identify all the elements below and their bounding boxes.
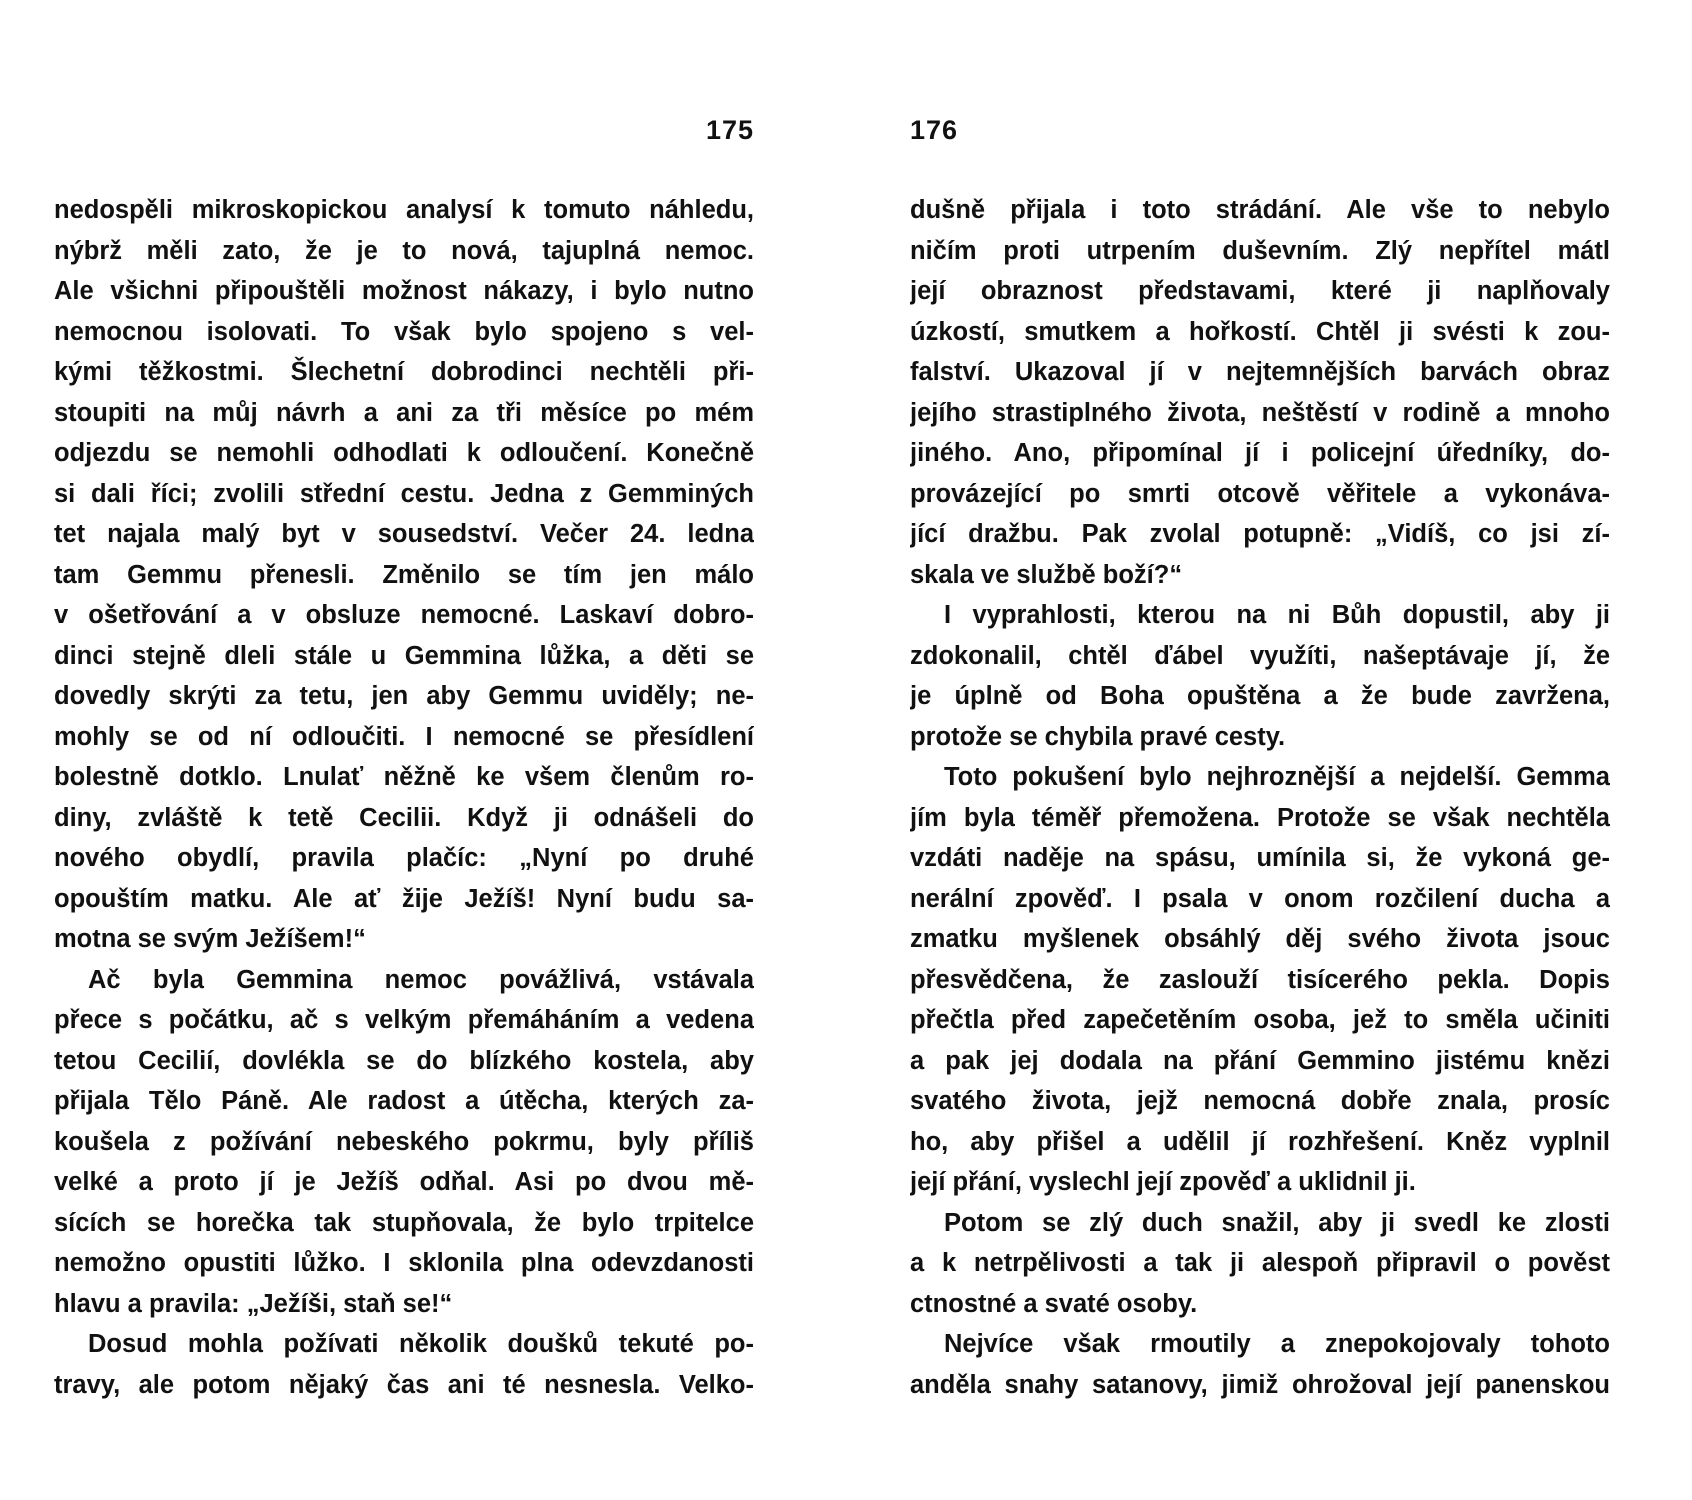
text-line: anděla snahy satanovy, jimiž ohrožoval její panenskou: [910, 1370, 1610, 1399]
text-line: Nejvíce však rmoutily a znepokojovaly tohoto: [944, 1330, 1610, 1358]
text-line: Toto pokušení bylo nejhroznější a nejdelší. Gemma: [944, 763, 1610, 791]
text-line: jejího strastiplného života, neštěstí v rodině a mnoho: [910, 398, 1610, 427]
text-line: diny, zvláště k tetě Cecilii. Když ji odnášeli do: [54, 803, 754, 832]
text-line: Ač byla Gemmina nemoc povážlivá, vstávala: [88, 965, 754, 994]
text-line: opouštím matku. Ale ať žije Ježíš! Nyní budu sa-: [54, 884, 754, 913]
text-line: přece s počátku, ač s velkým přemáháním a vedena: [54, 1006, 754, 1034]
page-number: 175: [705, 115, 754, 145]
text-line: mohly se od ní odloučiti. I nemocné se přesídlení: [54, 722, 754, 751]
text-line: tam Gemmu přenesli. Změnilo se tím jen málo: [54, 560, 754, 589]
text-line: velké a proto jí je Ježíš odňal. Asi po dvou mě-: [54, 1168, 754, 1196]
text-line: travy, ale potom nějaký čas ani té nesnesla. Velko-: [54, 1370, 754, 1399]
text-line: Ale všichni připouštěli možnost nákazy, i bylo nutno: [54, 277, 754, 305]
text-line: dinci stejně dleli stále u Gemmina lůžka, a děti se: [54, 641, 754, 670]
text-line: stoupiti na můj návrh a ani za tři měsíce po mém: [54, 398, 754, 427]
text-line: přečtla před zapečetěním osoba, jež to směla učiniti: [910, 1006, 1610, 1034]
text-line: kými těžkostmi. Šlechetní dobrodinci nechtěli při-: [54, 358, 754, 386]
text-line: I vyprahlosti, kterou na ni Bůh dopustil, aby ji: [944, 601, 1610, 629]
text-line: falství. Ukazoval jí v nejtemnějších barvách obraz: [910, 358, 1610, 386]
text-line: hlavu a pravila: „Ježíši, staň se!“: [54, 1289, 453, 1318]
text-line: nemocnou isolovati. To však bylo spojeno s vel-: [54, 317, 754, 346]
text-line: v ošetřování a v obsluze nemocné. Laskaví dobro-: [54, 601, 754, 629]
text-line: motna se svým Ježíšem!“: [54, 925, 366, 953]
text-line: jiného. Ano, připomínal jí i policejní úředníky, do-: [910, 439, 1610, 467]
page-number: 176: [910, 115, 959, 145]
text-line: úzkostí, smutkem a hořkostí. Chtěl ji svésti k zou-: [910, 317, 1610, 346]
text-line: tetou Cecilií, dovlékla se do blízkého kostela, aby: [54, 1046, 754, 1075]
text-line: dovedly skrýti za tetu, jen aby Gemmu uviděly; ne-: [54, 682, 754, 710]
text-line: ničím proti utrpením duševním. Zlý nepřítel mátl: [910, 236, 1610, 265]
text-line: nového obydlí, pravila plačíc: „Nyní po druhé: [54, 844, 754, 872]
text-line: a k netrpělivosti a tak ji alespoň připravil o pověst: [910, 1249, 1610, 1277]
text-line: Dosud mohla požívati několik doušků tekuté po-: [88, 1330, 754, 1358]
text-line: jící dražbu. Pak zvolal potupně: „Vidíš, co jsi zí-: [910, 520, 1610, 548]
page-text: [910, 190, 1610, 1405]
page-text: [54, 190, 754, 1405]
text-line: přijala Tělo Páně. Ale radost a útěcha, kterých za-: [54, 1087, 754, 1115]
text-line: svatého života, jejž nemocná dobře znala, prosíc: [910, 1087, 1610, 1115]
text-line: vzdáti naděje na spásu, umínila si, že vykoná ge-: [910, 844, 1610, 872]
text-line: bolestně dotklo. Lnulať něžně ke všem členům ro-: [54, 763, 754, 791]
text-line: přesvědčena, že zaslouží tisícerého pekla. Dopis: [910, 965, 1610, 994]
text-line: jím byla téměř přemožena. Protože se však nechtěla: [910, 803, 1610, 832]
text-line: koušela z požívání nebeského pokrmu, byly příliš: [54, 1127, 754, 1156]
text-line: ho, aby přišel a udělil jí rozhřešení. Kněz vyplnil: [910, 1127, 1610, 1156]
text-line: odjezdu se nemohli odhodlati k odloučení. Konečně: [54, 439, 754, 467]
text-line: a pak jej dodala na přání Gemmino jistému knězi: [910, 1046, 1610, 1075]
text-line: je úplně od Boha opuštěna a že bude zavržena,: [910, 682, 1610, 710]
text-line: nerální zpověď. I psala v onom rozčilení ducha a: [910, 884, 1610, 913]
text-line: si dali říci; zvolili střední cestu. Jedna z Gemminých: [54, 479, 754, 508]
text-line: skala ve službě boží?“: [910, 560, 1183, 589]
text-line: ctnostné a svaté osoby.: [910, 1289, 1198, 1318]
text-line: nemožno opustiti lůžko. I sklonila plna odevzdanosti: [54, 1249, 754, 1277]
text-line: její přání, vyslechl její zpověď a uklidnil ji.: [910, 1168, 1416, 1196]
text-line: nýbrž měli zato, že je to nová, tajuplná nemoc.: [54, 236, 754, 265]
text-line: dušně přijala i toto strádání. Ale vše to nebylo: [910, 196, 1610, 224]
text-line: zdokonalil, chtěl ďábel využíti, našeptávaje jí, že: [910, 641, 1610, 670]
text-line: zmatku myšlenek obsáhlý děj svého života jsouc: [910, 925, 1610, 953]
text-line: její obraznost představami, které ji naplňovaly: [910, 277, 1610, 305]
text-line: tet najala malý byt v sousedství. Večer 24. ledna: [54, 520, 754, 548]
text-line: provázející po smrti otcově věřitele a vykonáva-: [910, 479, 1610, 508]
text-line: sících se horečka tak stupňovala, že bylo trpitelce: [54, 1208, 754, 1237]
text-line: nedospěli mikroskopickou analysí k tomuto náhledu,: [54, 196, 754, 224]
text-line: Potom se zlý duch snažil, aby ji svedl ke zlosti: [944, 1208, 1610, 1237]
text-line: protože se chybila pravé cesty.: [910, 722, 1286, 751]
